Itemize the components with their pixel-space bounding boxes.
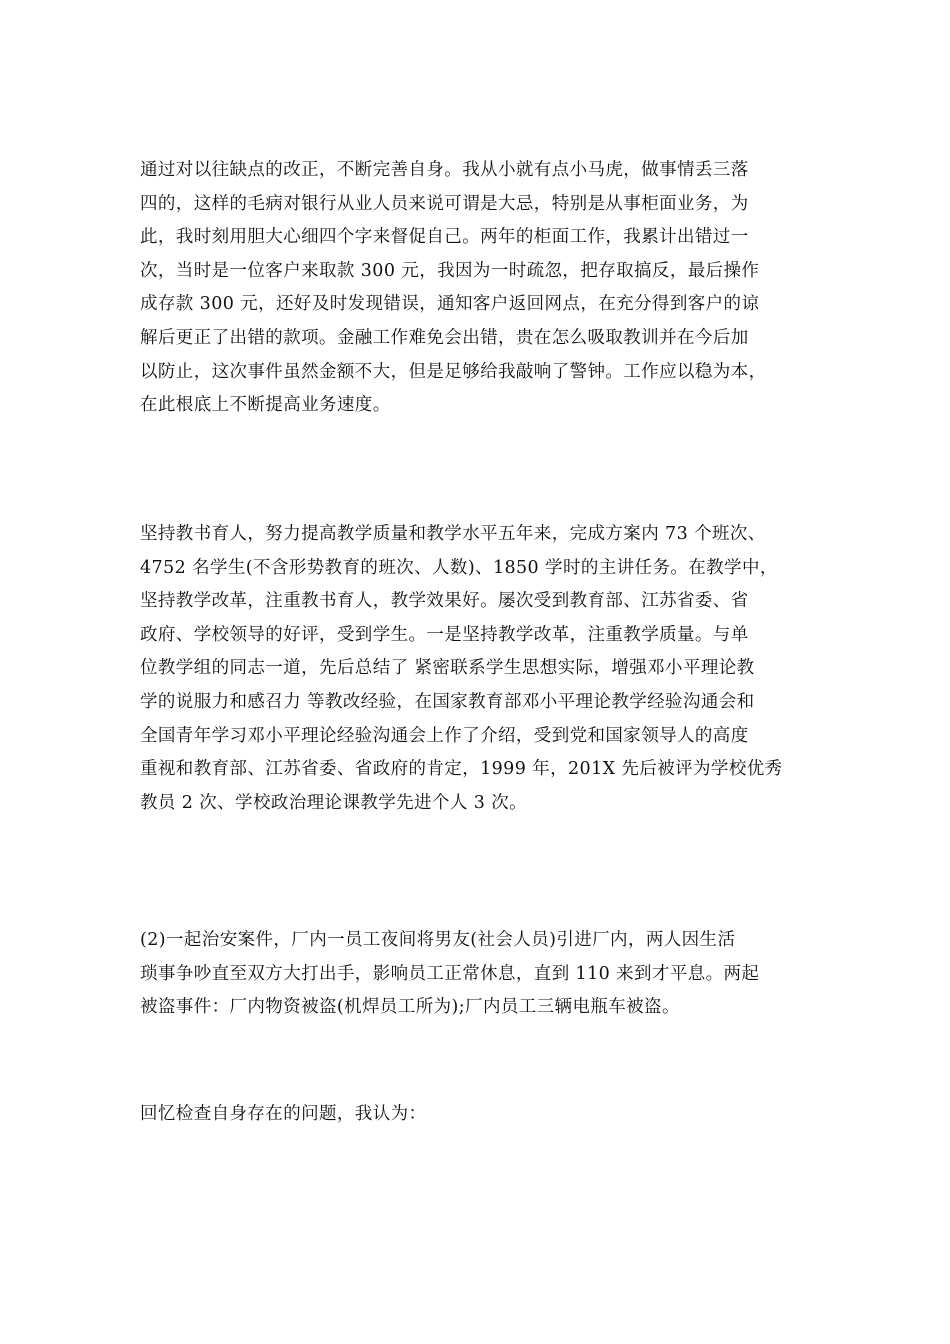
text-line: 4752 名学生(不含形势教育的班次、人数)、1850 学时的主讲任务。在教学中， bbox=[140, 557, 778, 578]
text-line: 位教学组的同志一道，先后总结了 紧密联系学生思想实际，增强邓小平理论教 bbox=[140, 658, 755, 679]
text-line: 政府、学校领导的好评，受到学生。一是坚持教学改革，注重教学质量。与单 bbox=[140, 624, 749, 645]
text-line: 学的说服力和感召力 等教改经验，在国家教育部邓小平理论教学经验沟通会和 bbox=[140, 691, 755, 712]
text-line: (2)一起治安案件，厂内一员工夜间将男友(社会人员)引进厂内，两人因生活 bbox=[140, 930, 736, 950]
text-line: 成存款 300 元，还好及时发现错误，通知客户返回网点，在充分得到客户的谅 bbox=[140, 294, 760, 315]
text-line: 坚持教书育人，努力提高教学质量和教学水平五年来，完成方案内 73 个班次、 bbox=[140, 524, 766, 544]
text-line: 教员 2 次、学校政治理论课教学先进个人 3 次。 bbox=[140, 792, 528, 813]
text-line: 被盗事件：厂内物资被盗(机焊员工所为);厂内员工三辆电瓶车被盗。 bbox=[140, 997, 680, 1018]
text-line: 重视和教育部、江苏省委、省政府的肯定，1999 年，201X 先后被评为学校优秀 bbox=[140, 759, 783, 780]
text-line: 次，当时是一位客户来取款 300 元，我因为一时疏忽，把存取搞反，最后操作 bbox=[140, 260, 760, 281]
text-line: 在此根底上不断提高业务速度。 bbox=[140, 395, 391, 416]
paragraph-4 bbox=[140, 1098, 820, 1132]
text-line: 解后更正了出错的款项。金融工作难免会出错，贵在怎么吸取教训并在今后加 bbox=[140, 327, 749, 348]
paragraph-2 bbox=[140, 518, 820, 820]
text-line: 四的，这样的毛病对银行从业人员来说可谓是大忌，特别是从事柜面业务，为 bbox=[140, 193, 749, 214]
text-line: 全国青年学习邓小平理论经验沟通会上作了介绍，受到党和国家领导人的高度 bbox=[140, 725, 749, 746]
text-line: 以防止，这次事件虽然金额不大，但是足够给我敲响了警钟。工作应以稳为本， bbox=[140, 361, 767, 382]
paragraph-3 bbox=[140, 924, 820, 1025]
text-line: 通过对以往缺点的改正，不断完善自身。我从小就有点小马虎，做事情丢三落 bbox=[140, 160, 749, 180]
text-line: 此，我时刻用胆大心细四个字来督促自己。两年的柜面工作，我累计出错过一 bbox=[140, 227, 749, 248]
text-line: 坚持教学改革，注重教书育人，教学效果好。屡次受到教育部、江苏省委、省 bbox=[140, 591, 749, 612]
text-line: 琐事争吵直至双方大打出手，影响员工正常休息，直到 110 来到才平息。两起 bbox=[140, 963, 760, 984]
text-line: 回忆检查自身存在的问题，我认为： bbox=[140, 1104, 427, 1124]
paragraph-1 bbox=[140, 154, 820, 423]
